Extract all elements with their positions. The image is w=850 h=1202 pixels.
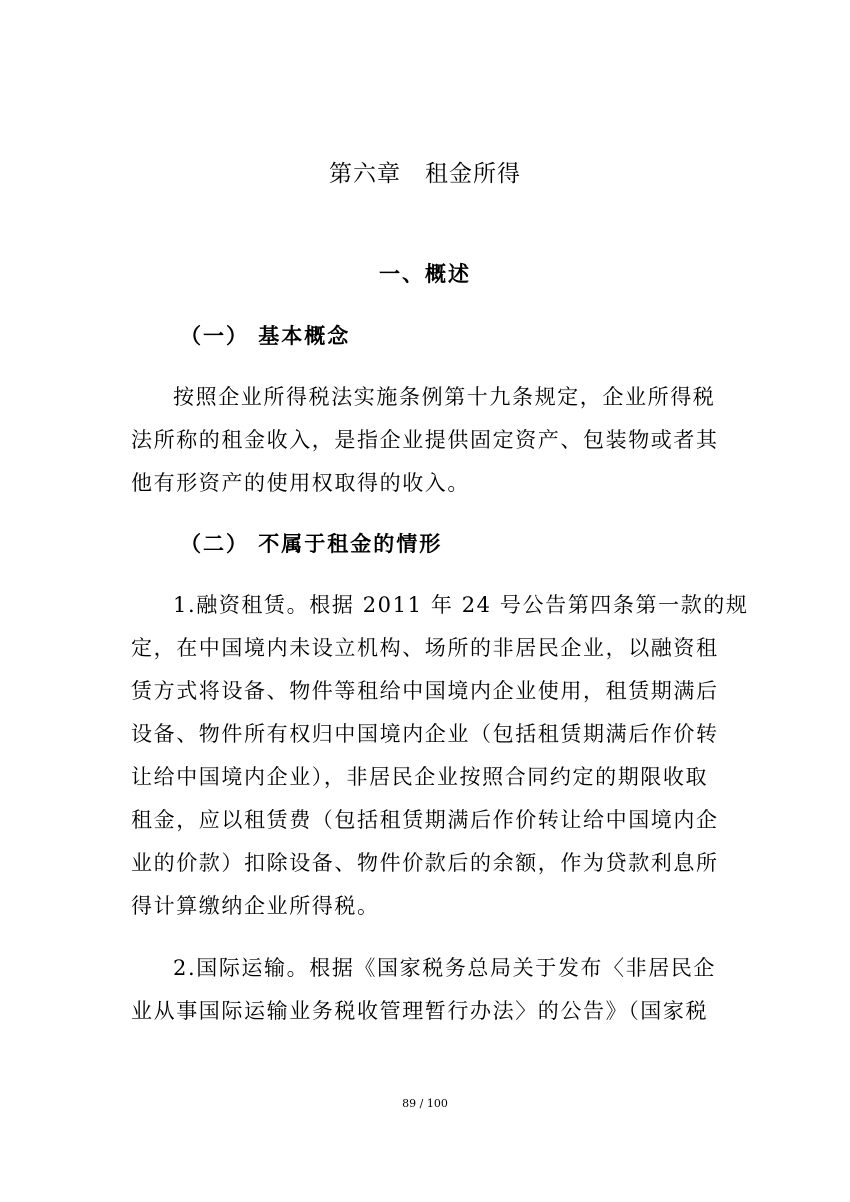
chapter-title: 第六章 租金所得 — [329, 161, 521, 187]
text-line: 定，在中国境内未设立机构、场所的非居民企业，以融资租 — [131, 636, 719, 660]
text-line: 按照企业所得税法实施条例第十九条规定，企业所得税 — [173, 385, 716, 409]
paragraph-international-transport — [131, 947, 721, 1033]
text-line: 法所称的租金收入，是指企业提供固定资产、包装物或者其 — [131, 428, 719, 452]
paragraph-basic-concept — [131, 376, 721, 505]
text-line: 业的价款）扣除设备、物件价款后的余额，作为贷款利息所 — [131, 851, 719, 875]
page-number: 89 / 100 — [402, 1097, 448, 1110]
text-line: 2.国际运输。根据《国家税务总局关于发布〈非居民企 — [173, 956, 717, 980]
section-title: 一、概述 — [379, 262, 471, 286]
text-line: 让给中国境内企业），非居民企业按照合同约定的期限收取 — [131, 765, 709, 789]
text-line: 赁方式将设备、物件等租给中国境内企业使用，租赁期满后 — [131, 679, 719, 703]
text-line: 得计算缴纳企业所得税。 — [131, 894, 380, 918]
paragraph-finance-lease — [131, 584, 749, 928]
text-line: 租金，应以租赁费（包括租赁期满后作价转让给中国境内企 — [131, 808, 719, 832]
text-line: 他有形资产的使用权取得的收入。 — [131, 471, 470, 495]
text-line: 业从事国际运输业务税收管理暂行办法〉的公告》（国家税 — [131, 999, 709, 1023]
text-line: 设备、物件所有权归中国境内企业（包括租赁期满后作价转 — [131, 722, 719, 746]
text-line: 1.融资租赁。根据 2011 年 24 号公告第四条第一款的规 — [173, 593, 749, 617]
subsection-title-not-rent: （二） 不属于租金的情形 — [180, 532, 443, 556]
subsection-title-basic-concept: （一） 基本概念 — [180, 324, 351, 348]
